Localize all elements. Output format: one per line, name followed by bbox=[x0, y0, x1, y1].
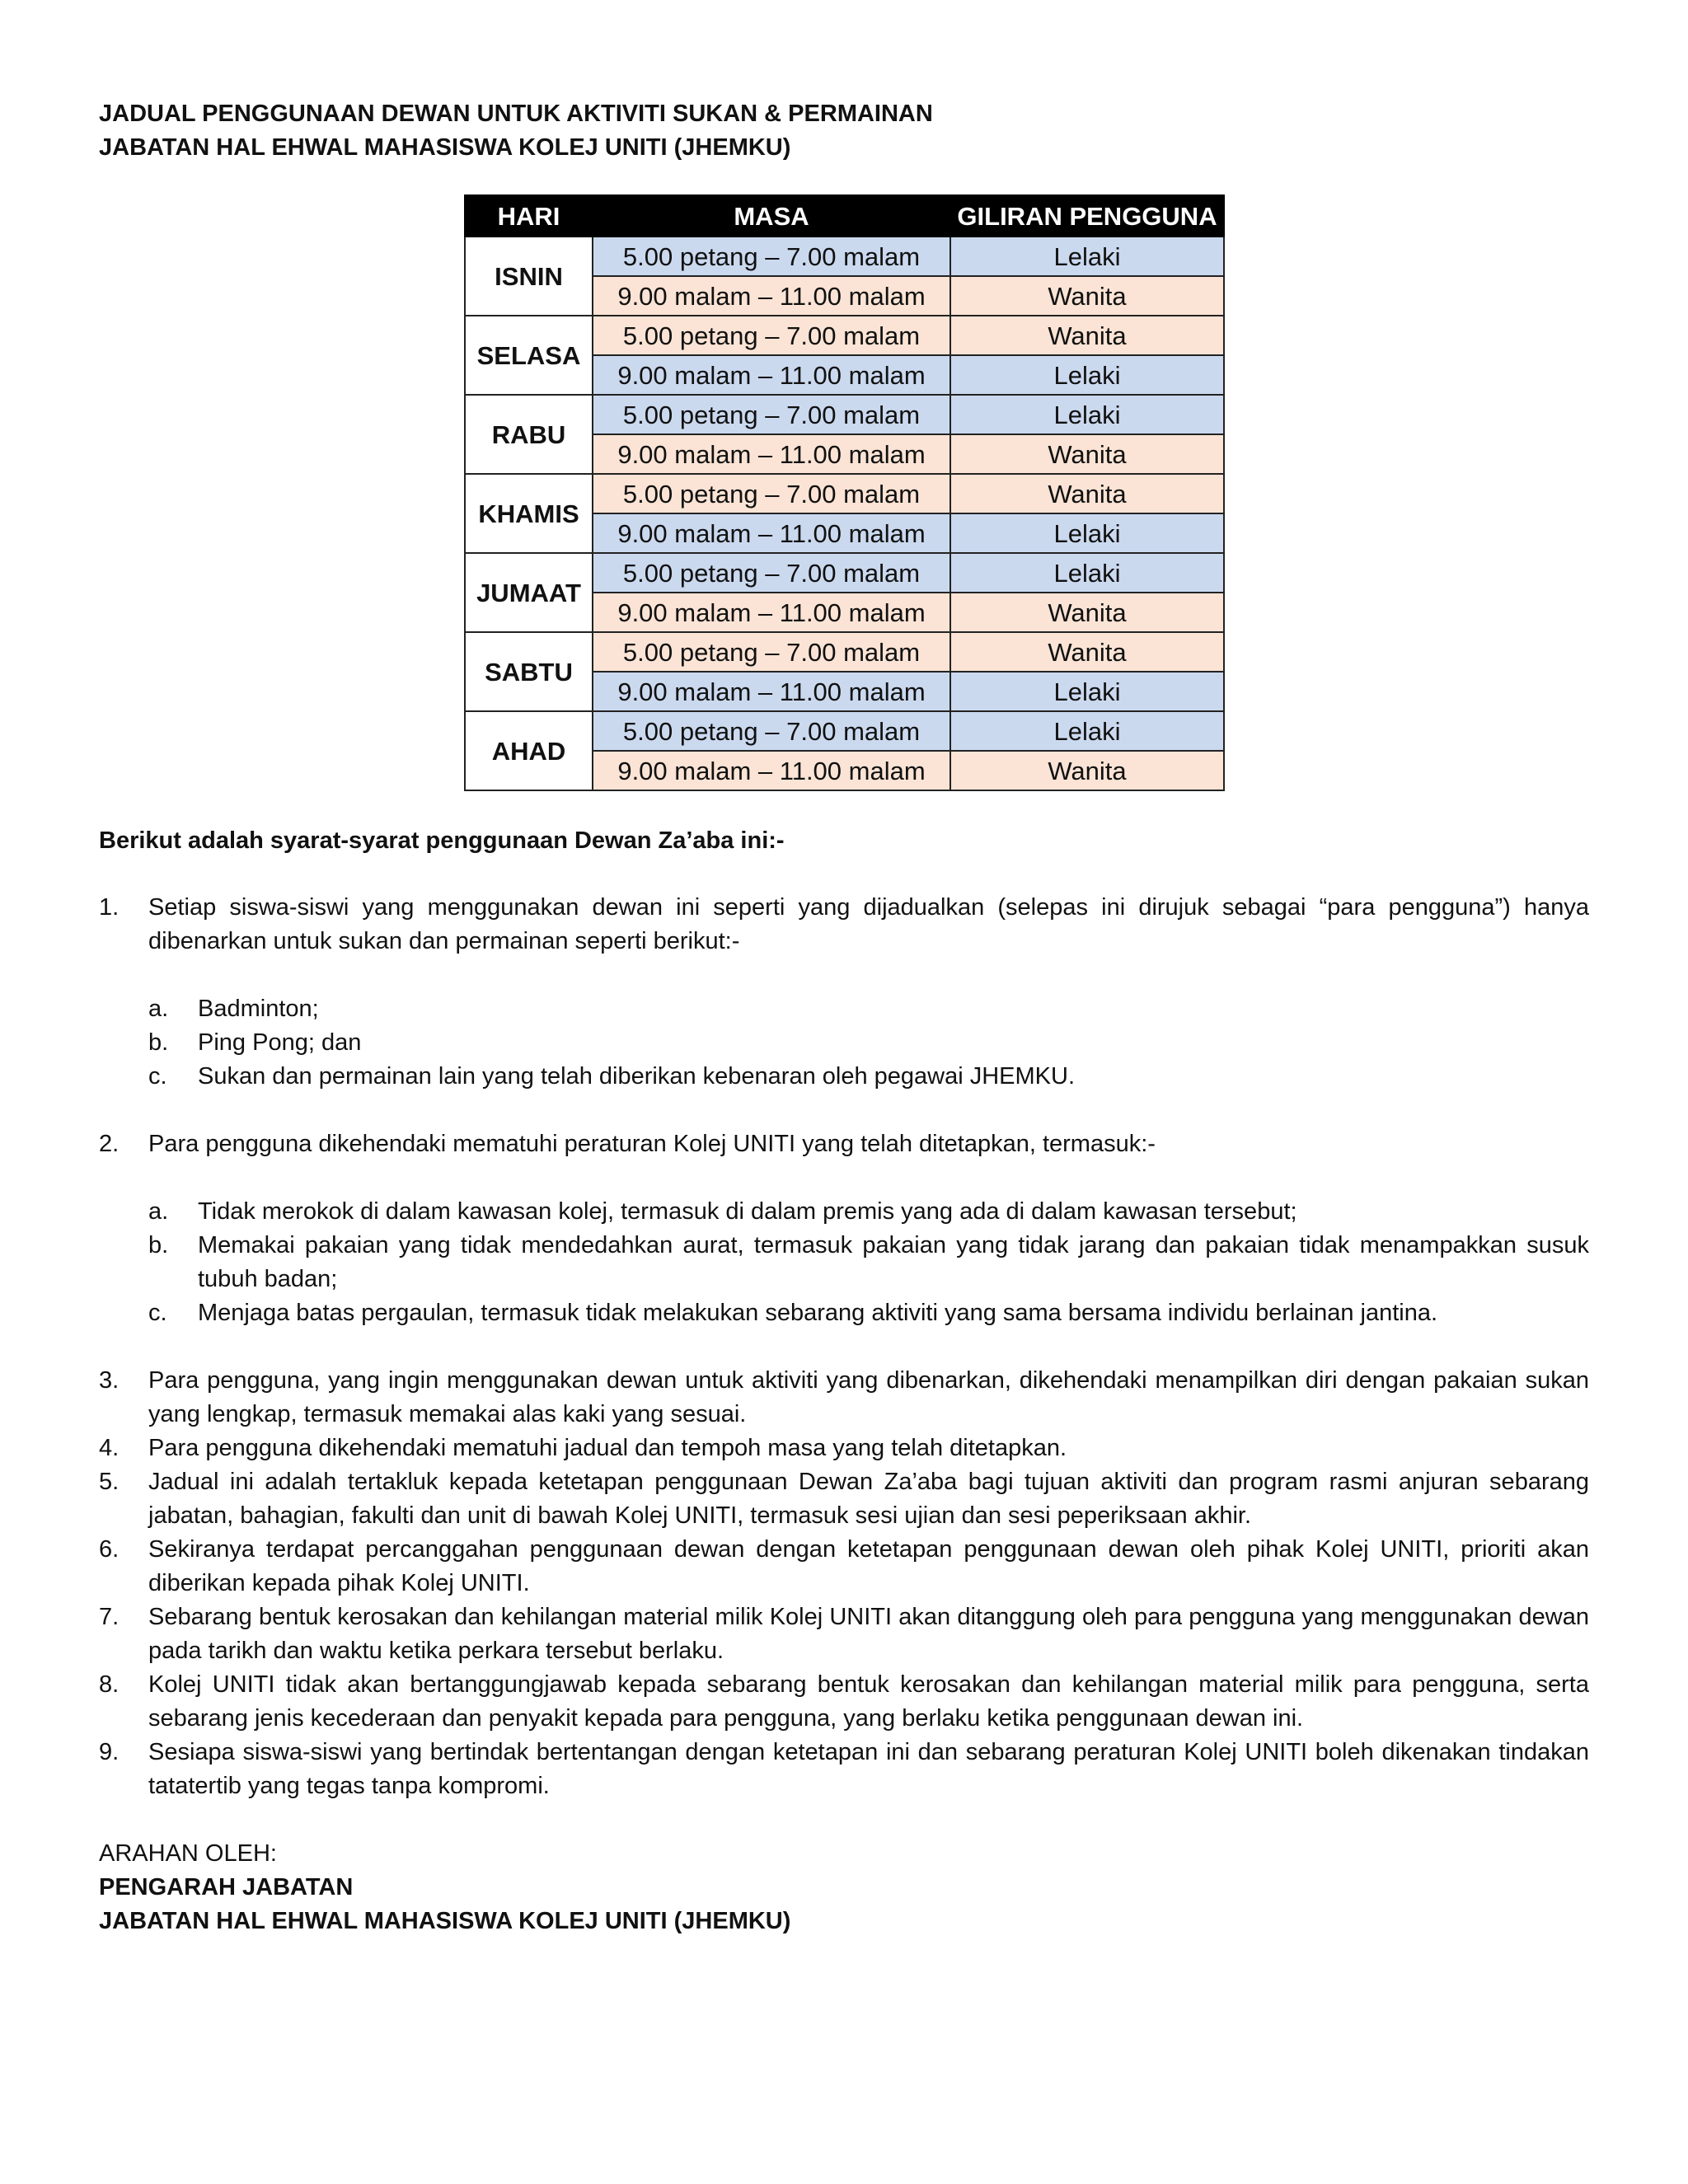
time-cell: 5.00 petang – 7.00 malam bbox=[593, 316, 950, 355]
time-cell: 9.00 malam – 11.00 malam bbox=[593, 513, 950, 553]
term-text: Sekiranya terdapat percanggahan penggunaan dewan dengan ketetapan penggunaan dewan oleh pihak Kolej UNITI, prioriti akan diberikan kepada pihak Kolej UNITI. bbox=[148, 1536, 1589, 1596]
term-number: 1. bbox=[99, 894, 120, 921]
sub-item bbox=[148, 992, 1589, 1026]
time-cell: 9.00 malam – 11.00 malam bbox=[593, 355, 950, 395]
day-cell: KHAMIS bbox=[465, 474, 593, 553]
user-cell: Lelaki bbox=[950, 711, 1224, 751]
sub-text: Memakai pakaian yang tidak mendedahkan aurat, termasuk pakaian yang tidak jarang dan pakaian tidak menampakkan susuk tubuh badan; bbox=[198, 1232, 1589, 1292]
user-cell: Lelaki bbox=[950, 237, 1224, 276]
sub-item bbox=[148, 1195, 1589, 1229]
term-text: Setiap siswa-siswi yang menggunakan dewan ini seperti yang dijadualkan (selepas ini dirujuk sebagai “para pengguna”) hanya dibenarkan untuk sukan dan permainan seperti berikut:- bbox=[148, 894, 1589, 954]
term-item bbox=[99, 1668, 1589, 1736]
term-number: 4. bbox=[99, 1435, 120, 1461]
term-text: Sesiapa siswa-siswi yang bertindak bertentangan dengan ketetapan ini dan sebarang peraturan Kolej UNITI boleh dikenakan tindakan tatatertib yang tegas tanpa kompromi. bbox=[148, 1739, 1589, 1799]
time-cell: 5.00 petang – 7.00 malam bbox=[593, 237, 950, 276]
term-2-sublist bbox=[99, 1195, 1589, 1330]
sub-text: Menjaga batas pergaulan, termasuk tidak melakukan sebarang aktiviti yang sama bersama individu berlainan jantina. bbox=[198, 1300, 1438, 1326]
sub-letter: c. bbox=[148, 1300, 167, 1326]
table-row bbox=[465, 632, 1224, 672]
user-cell: Lelaki bbox=[950, 672, 1224, 711]
sub-item bbox=[148, 1296, 1589, 1330]
term-item bbox=[99, 891, 1589, 958]
time-cell: 5.00 petang – 7.00 malam bbox=[593, 711, 950, 751]
term-text: Para pengguna dikehendaki mematuhi jadual dan tempoh masa yang telah ditetapkan. bbox=[148, 1435, 1067, 1461]
term-item bbox=[99, 1533, 1589, 1601]
day-cell: RABU bbox=[465, 395, 593, 474]
signature-block bbox=[99, 1837, 1589, 1938]
sub-letter: c. bbox=[148, 1063, 167, 1090]
table-row bbox=[465, 237, 1224, 276]
signature-title: PENGARAH JABATAN bbox=[99, 1874, 354, 1900]
term-text: Para pengguna, yang ingin menggunakan dewan untuk aktiviti yang dibenarkan, dikehendaki menampilkan diri dengan pakaian sukan yang lengkap, termasuk memakai alas kaki yang sesuai. bbox=[148, 1367, 1589, 1427]
term-item bbox=[99, 1465, 1589, 1533]
term-text: Jadual ini adalah tertakluk kepada ketetapan penggunaan Dewan Za’aba bagi tujuan aktiviti dan program rasmi anjuran sebarang jabatan, bahagian, fakulti dan unit di bawah Kolej UNITI, termasuk sesi ujian dan sesi peperiksaan akhir. bbox=[148, 1469, 1589, 1529]
header-hari: HARI bbox=[465, 195, 593, 237]
sub-letter: b. bbox=[148, 1029, 169, 1056]
sub-item bbox=[148, 1060, 1589, 1094]
term-1-sublist bbox=[99, 992, 1589, 1094]
time-cell: 5.00 petang – 7.00 malam bbox=[593, 632, 950, 672]
term-item bbox=[99, 1736, 1589, 1803]
term-text: Para pengguna dikehendaki mematuhi peraturan Kolej UNITI yang telah ditetapkan, termasuk:- bbox=[148, 1131, 1156, 1157]
term-number: 3. bbox=[99, 1367, 120, 1394]
document-subtitle: JABATAN HAL EHWAL MAHASISWA KOLEJ UNITI (JHEMKU) bbox=[99, 134, 791, 161]
day-cell: ISNIN bbox=[465, 237, 593, 316]
sub-text: Tidak merokok di dalam kawasan kolej, termasuk di dalam premis yang ada di dalam kawasan tersebut; bbox=[198, 1198, 1297, 1225]
sub-letter: a. bbox=[148, 1198, 169, 1225]
day-cell: SABTU bbox=[465, 632, 593, 711]
schedule-table bbox=[464, 194, 1225, 791]
sub-letter: a. bbox=[148, 996, 169, 1022]
schedule-body bbox=[465, 237, 1224, 790]
document-title: JADUAL PENGGUNAAN DEWAN UNTUK AKTIVITI SUKAN & PERMAINAN bbox=[99, 101, 933, 127]
day-cell: JUMAAT bbox=[465, 553, 593, 632]
user-cell: Wanita bbox=[950, 316, 1224, 355]
term-number: 5. bbox=[99, 1469, 120, 1495]
time-cell: 5.00 petang – 7.00 malam bbox=[593, 474, 950, 513]
signature-dept: JABATAN HAL EHWAL MAHASISWA KOLEJ UNITI (JHEMKU) bbox=[99, 1908, 791, 1934]
time-cell: 9.00 malam – 11.00 malam bbox=[593, 276, 950, 316]
user-cell: Wanita bbox=[950, 593, 1224, 632]
user-cell: Wanita bbox=[950, 276, 1224, 316]
term-text: Sebarang bentuk kerosakan dan kehilangan material milik Kolej UNITI akan ditanggung oleh para pengguna yang menggunakan dewan pada tarikh dan waktu ketika perkara tersebut berlaku. bbox=[148, 1604, 1589, 1664]
table-row bbox=[465, 316, 1224, 355]
term-number: 7. bbox=[99, 1604, 120, 1630]
sub-text: Sukan dan permainan lain yang telah diberikan kebenaran oleh pegawai JHEMKU. bbox=[198, 1063, 1076, 1090]
time-cell: 9.00 malam – 11.00 malam bbox=[593, 593, 950, 632]
table-header-row bbox=[465, 195, 1224, 237]
sub-item bbox=[148, 1026, 1589, 1060]
time-cell: 5.00 petang – 7.00 malam bbox=[593, 553, 950, 593]
user-cell: Wanita bbox=[950, 751, 1224, 790]
terms-list bbox=[99, 891, 1589, 1803]
user-cell: Lelaki bbox=[950, 553, 1224, 593]
table-row bbox=[465, 395, 1224, 434]
table-row bbox=[465, 474, 1224, 513]
term-item bbox=[99, 1364, 1589, 1432]
time-cell: 9.00 malam – 11.00 malam bbox=[593, 672, 950, 711]
term-item bbox=[99, 1601, 1589, 1668]
time-cell: 9.00 malam – 11.00 malam bbox=[593, 434, 950, 474]
user-cell: Wanita bbox=[950, 632, 1224, 672]
term-number: 8. bbox=[99, 1671, 120, 1698]
user-cell: Lelaki bbox=[950, 355, 1224, 395]
table-row bbox=[465, 711, 1224, 751]
document-page bbox=[99, 97, 1589, 1938]
term-number: 9. bbox=[99, 1739, 120, 1765]
header-masa: MASA bbox=[593, 195, 950, 237]
time-cell: 5.00 petang – 7.00 malam bbox=[593, 395, 950, 434]
sub-text: Ping Pong; dan bbox=[198, 1029, 362, 1056]
term-item bbox=[99, 1432, 1589, 1465]
term-number: 2. bbox=[99, 1131, 120, 1157]
term-number: 6. bbox=[99, 1536, 120, 1563]
user-cell: Lelaki bbox=[950, 395, 1224, 434]
table-row bbox=[465, 553, 1224, 593]
term-text: Kolej UNITI tidak akan bertanggungjawab kepada sebarang bentuk kerosakan dan kehilangan material milik para pengguna, serta sebarang jenis kecederaan dan penyakit kepada para pengguna, yang berlaku ketika penggunaan dewan ini. bbox=[148, 1671, 1589, 1732]
term-item bbox=[99, 1127, 1589, 1161]
user-cell: Wanita bbox=[950, 474, 1224, 513]
day-cell: AHAD bbox=[465, 711, 593, 790]
user-cell: Wanita bbox=[950, 434, 1224, 474]
terms-intro: Berikut adalah syarat-syarat penggunaan Dewan Za’aba ini:- bbox=[99, 827, 785, 854]
header-giliran: GILIRAN PENGGUNA bbox=[950, 195, 1224, 237]
time-cell: 9.00 malam – 11.00 malam bbox=[593, 751, 950, 790]
sub-item bbox=[148, 1229, 1589, 1296]
sub-letter: b. bbox=[148, 1232, 169, 1258]
signature-label: ARAHAN OLEH: bbox=[99, 1840, 277, 1867]
day-cell: SELASA bbox=[465, 316, 593, 395]
user-cell: Lelaki bbox=[950, 513, 1224, 553]
sub-text: Badminton; bbox=[198, 996, 319, 1022]
